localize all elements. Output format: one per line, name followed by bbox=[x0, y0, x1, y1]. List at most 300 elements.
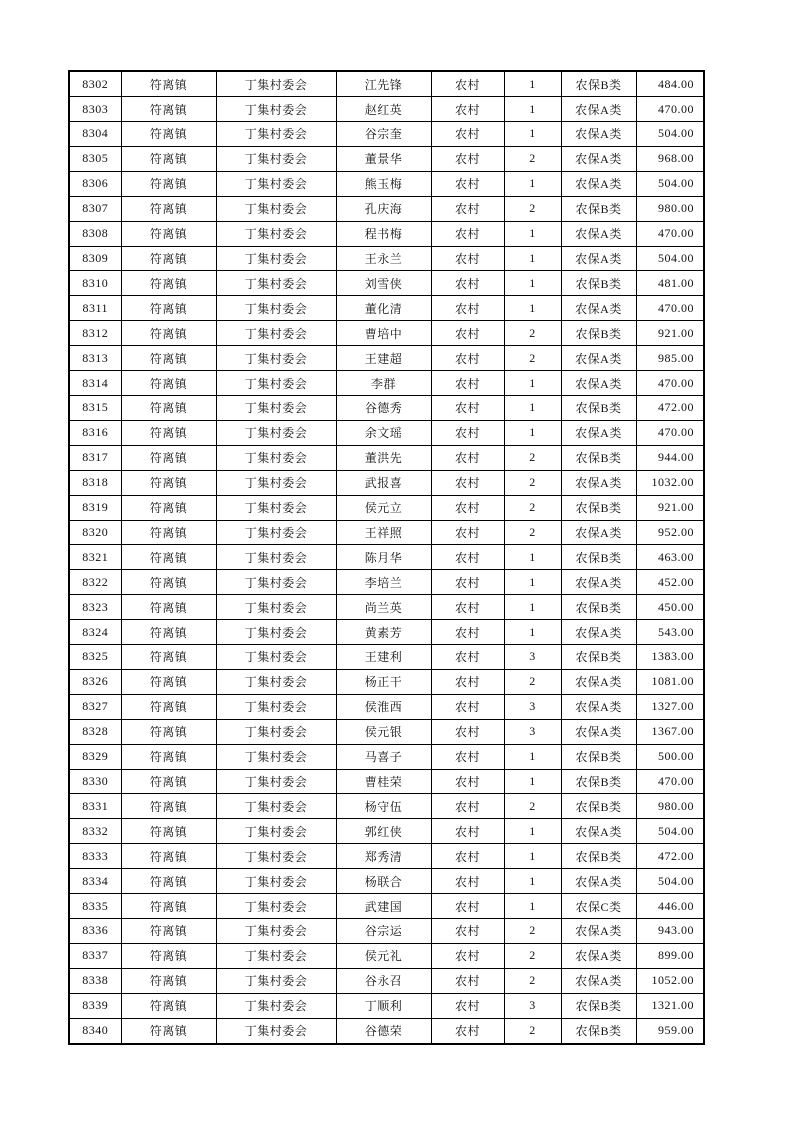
cell-residence-type: 农村 bbox=[431, 420, 504, 445]
cell-insurance-category: 农保A类 bbox=[561, 97, 636, 122]
cell-town: 符离镇 bbox=[121, 395, 216, 420]
cell-row-id: 8330 bbox=[69, 769, 121, 794]
cell-village-committee: 丁集村委会 bbox=[216, 794, 336, 819]
cell-village-committee: 丁集村委会 bbox=[216, 371, 336, 396]
cell-village-committee: 丁集村委会 bbox=[216, 869, 336, 894]
cell-person-count: 1 bbox=[504, 769, 561, 794]
cell-town: 符离镇 bbox=[121, 844, 216, 869]
cell-row-id: 8329 bbox=[69, 744, 121, 769]
cell-town: 符离镇 bbox=[121, 719, 216, 744]
cell-row-id: 8308 bbox=[69, 221, 121, 246]
cell-town: 符离镇 bbox=[121, 221, 216, 246]
table-row bbox=[69, 595, 704, 620]
cell-row-id: 8324 bbox=[69, 620, 121, 645]
cell-person-count: 1 bbox=[504, 420, 561, 445]
cell-amount: 952.00 bbox=[636, 520, 704, 545]
cell-person-count: 2 bbox=[504, 470, 561, 495]
cell-row-id: 8303 bbox=[69, 97, 121, 122]
cell-amount: 452.00 bbox=[636, 570, 704, 595]
cell-person-name: 王建利 bbox=[336, 645, 431, 670]
cell-residence-type: 农村 bbox=[431, 694, 504, 719]
cell-row-id: 8304 bbox=[69, 122, 121, 147]
cell-row-id: 8307 bbox=[69, 196, 121, 221]
cell-village-committee: 丁集村委会 bbox=[216, 968, 336, 993]
cell-person-count: 1 bbox=[504, 595, 561, 620]
cell-village-committee: 丁集村委会 bbox=[216, 595, 336, 620]
cell-row-id: 8332 bbox=[69, 819, 121, 844]
cell-row-id: 8335 bbox=[69, 894, 121, 919]
cell-amount: 1052.00 bbox=[636, 968, 704, 993]
cell-person-name: 侯元立 bbox=[336, 495, 431, 520]
cell-residence-type: 农村 bbox=[431, 769, 504, 794]
cell-insurance-category: 农保B类 bbox=[561, 744, 636, 769]
cell-village-committee: 丁集村委会 bbox=[216, 694, 336, 719]
cell-insurance-category: 农保A类 bbox=[561, 943, 636, 968]
table-row bbox=[69, 495, 704, 520]
cell-insurance-category: 农保B类 bbox=[561, 993, 636, 1018]
cell-row-id: 8315 bbox=[69, 395, 121, 420]
cell-person-name: 孔庆海 bbox=[336, 196, 431, 221]
cell-amount: 959.00 bbox=[636, 1018, 704, 1044]
cell-person-count: 1 bbox=[504, 620, 561, 645]
cell-row-id: 8333 bbox=[69, 844, 121, 869]
table-row bbox=[69, 769, 704, 794]
table-row bbox=[69, 894, 704, 919]
cell-insurance-category: 农保B类 bbox=[561, 271, 636, 296]
cell-town: 符离镇 bbox=[121, 196, 216, 221]
cell-row-id: 8331 bbox=[69, 794, 121, 819]
table-row bbox=[69, 869, 704, 894]
cell-residence-type: 农村 bbox=[431, 620, 504, 645]
cell-insurance-category: 农保B类 bbox=[561, 1018, 636, 1044]
table-row bbox=[69, 321, 704, 346]
cell-amount: 504.00 bbox=[636, 869, 704, 894]
cell-residence-type: 农村 bbox=[431, 97, 504, 122]
cell-residence-type: 农村 bbox=[431, 122, 504, 147]
cell-amount: 504.00 bbox=[636, 246, 704, 271]
cell-insurance-category: 农保B类 bbox=[561, 395, 636, 420]
cell-insurance-category: 农保A类 bbox=[561, 694, 636, 719]
cell-village-committee: 丁集村委会 bbox=[216, 819, 336, 844]
cell-town: 符离镇 bbox=[121, 869, 216, 894]
cell-village-committee: 丁集村委会 bbox=[216, 844, 336, 869]
cell-residence-type: 农村 bbox=[431, 371, 504, 396]
cell-amount: 1081.00 bbox=[636, 669, 704, 694]
cell-residence-type: 农村 bbox=[431, 470, 504, 495]
cell-amount: 985.00 bbox=[636, 346, 704, 371]
cell-village-committee: 丁集村委会 bbox=[216, 171, 336, 196]
cell-insurance-category: 农保A类 bbox=[561, 819, 636, 844]
cell-insurance-category: 农保A类 bbox=[561, 620, 636, 645]
cell-residence-type: 农村 bbox=[431, 296, 504, 321]
cell-person-count: 1 bbox=[504, 545, 561, 570]
table-row bbox=[69, 645, 704, 670]
table-row bbox=[69, 943, 704, 968]
cell-person-name: 赵红英 bbox=[336, 97, 431, 122]
cell-person-name: 武报喜 bbox=[336, 470, 431, 495]
cell-insurance-category: 农保B类 bbox=[561, 445, 636, 470]
cell-town: 符离镇 bbox=[121, 819, 216, 844]
cell-person-count: 3 bbox=[504, 719, 561, 744]
cell-insurance-category: 农保A类 bbox=[561, 246, 636, 271]
table-row bbox=[69, 570, 704, 595]
cell-person-count: 1 bbox=[504, 844, 561, 869]
cell-residence-type: 农村 bbox=[431, 894, 504, 919]
cell-village-committee: 丁集村委会 bbox=[216, 271, 336, 296]
cell-amount: 463.00 bbox=[636, 545, 704, 570]
cell-row-id: 8334 bbox=[69, 869, 121, 894]
cell-row-id: 8322 bbox=[69, 570, 121, 595]
cell-village-committee: 丁集村委会 bbox=[216, 993, 336, 1018]
cell-person-count: 2 bbox=[504, 1018, 561, 1044]
table-row bbox=[69, 122, 704, 147]
cell-village-committee: 丁集村委会 bbox=[216, 545, 336, 570]
cell-town: 符离镇 bbox=[121, 171, 216, 196]
cell-amount: 980.00 bbox=[636, 196, 704, 221]
cell-town: 符离镇 bbox=[121, 943, 216, 968]
table-row bbox=[69, 71, 704, 97]
cell-person-count: 2 bbox=[504, 669, 561, 694]
cell-amount: 500.00 bbox=[636, 744, 704, 769]
cell-amount: 504.00 bbox=[636, 122, 704, 147]
cell-residence-type: 农村 bbox=[431, 71, 504, 97]
cell-village-committee: 丁集村委会 bbox=[216, 221, 336, 246]
cell-row-id: 8305 bbox=[69, 146, 121, 171]
cell-insurance-category: 农保A类 bbox=[561, 570, 636, 595]
cell-row-id: 8325 bbox=[69, 645, 121, 670]
cell-insurance-category: 农保A类 bbox=[561, 470, 636, 495]
table-row bbox=[69, 968, 704, 993]
cell-village-committee: 丁集村委会 bbox=[216, 1018, 336, 1044]
cell-residence-type: 农村 bbox=[431, 744, 504, 769]
cell-residence-type: 农村 bbox=[431, 171, 504, 196]
cell-person-name: 谷永召 bbox=[336, 968, 431, 993]
cell-village-committee: 丁集村委会 bbox=[216, 321, 336, 346]
cell-village-committee: 丁集村委会 bbox=[216, 894, 336, 919]
cell-insurance-category: 农保A类 bbox=[561, 420, 636, 445]
cell-residence-type: 农村 bbox=[431, 844, 504, 869]
cell-town: 符离镇 bbox=[121, 694, 216, 719]
cell-row-id: 8328 bbox=[69, 719, 121, 744]
cell-row-id: 8318 bbox=[69, 470, 121, 495]
cell-insurance-category: 农保A类 bbox=[561, 346, 636, 371]
cell-residence-type: 农村 bbox=[431, 545, 504, 570]
cell-row-id: 8306 bbox=[69, 171, 121, 196]
cell-person-count: 1 bbox=[504, 246, 561, 271]
table-row bbox=[69, 470, 704, 495]
cell-amount: 470.00 bbox=[636, 221, 704, 246]
cell-person-count: 2 bbox=[504, 495, 561, 520]
cell-row-id: 8336 bbox=[69, 919, 121, 944]
cell-person-name: 曹培中 bbox=[336, 321, 431, 346]
cell-insurance-category: 农保A类 bbox=[561, 371, 636, 396]
cell-person-name: 郑秀清 bbox=[336, 844, 431, 869]
cell-amount: 1383.00 bbox=[636, 645, 704, 670]
cell-village-committee: 丁集村委会 bbox=[216, 769, 336, 794]
cell-village-committee: 丁集村委会 bbox=[216, 346, 336, 371]
table-row bbox=[69, 171, 704, 196]
cell-person-count: 1 bbox=[504, 296, 561, 321]
cell-town: 符离镇 bbox=[121, 545, 216, 570]
table-row bbox=[69, 694, 704, 719]
table-row bbox=[69, 520, 704, 545]
cell-amount: 1367.00 bbox=[636, 719, 704, 744]
table-row bbox=[69, 545, 704, 570]
cell-person-name: 侯元银 bbox=[336, 719, 431, 744]
cell-residence-type: 农村 bbox=[431, 993, 504, 1018]
cell-insurance-category: 农保B类 bbox=[561, 844, 636, 869]
cell-village-committee: 丁集村委会 bbox=[216, 146, 336, 171]
cell-person-name: 郭红侠 bbox=[336, 819, 431, 844]
cell-person-name: 王建超 bbox=[336, 346, 431, 371]
cell-amount: 1032.00 bbox=[636, 470, 704, 495]
cell-residence-type: 农村 bbox=[431, 246, 504, 271]
cell-village-committee: 丁集村委会 bbox=[216, 919, 336, 944]
cell-amount: 944.00 bbox=[636, 445, 704, 470]
cell-insurance-category: 农保A类 bbox=[561, 919, 636, 944]
cell-village-committee: 丁集村委会 bbox=[216, 570, 336, 595]
cell-residence-type: 农村 bbox=[431, 196, 504, 221]
cell-residence-type: 农村 bbox=[431, 645, 504, 670]
cell-insurance-category: 农保B类 bbox=[561, 595, 636, 620]
table-row bbox=[69, 196, 704, 221]
cell-amount: 504.00 bbox=[636, 819, 704, 844]
cell-insurance-category: 农保A类 bbox=[561, 869, 636, 894]
table-row bbox=[69, 744, 704, 769]
cell-person-count: 2 bbox=[504, 968, 561, 993]
cell-town: 符离镇 bbox=[121, 122, 216, 147]
table-row bbox=[69, 346, 704, 371]
cell-person-count: 2 bbox=[504, 445, 561, 470]
cell-person-name: 程书梅 bbox=[336, 221, 431, 246]
cell-town: 符离镇 bbox=[121, 620, 216, 645]
cell-town: 符离镇 bbox=[121, 520, 216, 545]
cell-person-name: 杨联合 bbox=[336, 869, 431, 894]
cell-row-id: 8337 bbox=[69, 943, 121, 968]
cell-person-name: 王永兰 bbox=[336, 246, 431, 271]
cell-residence-type: 农村 bbox=[431, 520, 504, 545]
cell-person-count: 2 bbox=[504, 196, 561, 221]
cell-amount: 472.00 bbox=[636, 395, 704, 420]
cell-residence-type: 农村 bbox=[431, 346, 504, 371]
cell-town: 符离镇 bbox=[121, 371, 216, 396]
table-row bbox=[69, 246, 704, 271]
cell-row-id: 8314 bbox=[69, 371, 121, 396]
cell-person-count: 1 bbox=[504, 570, 561, 595]
cell-amount: 1327.00 bbox=[636, 694, 704, 719]
cell-row-id: 8319 bbox=[69, 495, 121, 520]
cell-residence-type: 农村 bbox=[431, 968, 504, 993]
cell-village-committee: 丁集村委会 bbox=[216, 445, 336, 470]
cell-residence-type: 农村 bbox=[431, 321, 504, 346]
cell-amount: 543.00 bbox=[636, 620, 704, 645]
table-body bbox=[69, 71, 704, 1044]
cell-person-name: 尚兰英 bbox=[336, 595, 431, 620]
cell-town: 符离镇 bbox=[121, 146, 216, 171]
cell-town: 符离镇 bbox=[121, 993, 216, 1018]
cell-person-name: 董化清 bbox=[336, 296, 431, 321]
cell-village-committee: 丁集村委会 bbox=[216, 645, 336, 670]
cell-insurance-category: 农保B类 bbox=[561, 196, 636, 221]
cell-person-name: 谷德秀 bbox=[336, 395, 431, 420]
cell-amount: 470.00 bbox=[636, 97, 704, 122]
cell-insurance-category: 农保A类 bbox=[561, 146, 636, 171]
table-row bbox=[69, 669, 704, 694]
cell-town: 符离镇 bbox=[121, 968, 216, 993]
cell-residence-type: 农村 bbox=[431, 819, 504, 844]
cell-person-count: 2 bbox=[504, 520, 561, 545]
cell-person-name: 马喜子 bbox=[336, 744, 431, 769]
cell-amount: 450.00 bbox=[636, 595, 704, 620]
cell-insurance-category: 农保A类 bbox=[561, 669, 636, 694]
cell-amount: 504.00 bbox=[636, 171, 704, 196]
cell-person-name: 丁顺利 bbox=[336, 993, 431, 1018]
cell-residence-type: 农村 bbox=[431, 271, 504, 296]
cell-village-committee: 丁集村委会 bbox=[216, 943, 336, 968]
cell-amount: 943.00 bbox=[636, 919, 704, 944]
cell-town: 符离镇 bbox=[121, 271, 216, 296]
cell-person-count: 1 bbox=[504, 71, 561, 97]
cell-village-committee: 丁集村委会 bbox=[216, 669, 336, 694]
table-row bbox=[69, 271, 704, 296]
cell-insurance-category: 农保A类 bbox=[561, 296, 636, 321]
cell-town: 符离镇 bbox=[121, 445, 216, 470]
table-row bbox=[69, 993, 704, 1018]
cell-town: 符离镇 bbox=[121, 346, 216, 371]
cell-town: 符离镇 bbox=[121, 470, 216, 495]
cell-row-id: 8321 bbox=[69, 545, 121, 570]
cell-town: 符离镇 bbox=[121, 894, 216, 919]
cell-row-id: 8317 bbox=[69, 445, 121, 470]
cell-person-name: 江先锋 bbox=[336, 71, 431, 97]
cell-insurance-category: 农保A类 bbox=[561, 171, 636, 196]
cell-person-count: 1 bbox=[504, 221, 561, 246]
cell-person-name: 曹桂荣 bbox=[336, 769, 431, 794]
cell-town: 符离镇 bbox=[121, 420, 216, 445]
cell-row-id: 8316 bbox=[69, 420, 121, 445]
cell-row-id: 8326 bbox=[69, 669, 121, 694]
cell-row-id: 8323 bbox=[69, 595, 121, 620]
cell-person-name: 黄素芳 bbox=[336, 620, 431, 645]
cell-person-name: 余文瑶 bbox=[336, 420, 431, 445]
cell-row-id: 8302 bbox=[69, 71, 121, 97]
cell-person-name: 刘雪侠 bbox=[336, 271, 431, 296]
cell-person-count: 1 bbox=[504, 894, 561, 919]
cell-residence-type: 农村 bbox=[431, 1018, 504, 1044]
cell-village-committee: 丁集村委会 bbox=[216, 719, 336, 744]
cell-amount: 1321.00 bbox=[636, 993, 704, 1018]
table-row bbox=[69, 146, 704, 171]
cell-town: 符离镇 bbox=[121, 794, 216, 819]
cell-row-id: 8309 bbox=[69, 246, 121, 271]
cell-insurance-category: 农保A类 bbox=[561, 719, 636, 744]
cell-person-name: 熊玉梅 bbox=[336, 171, 431, 196]
cell-residence-type: 农村 bbox=[431, 395, 504, 420]
cell-insurance-category: 农保C类 bbox=[561, 894, 636, 919]
table-row bbox=[69, 371, 704, 396]
table-row bbox=[69, 844, 704, 869]
cell-town: 符离镇 bbox=[121, 321, 216, 346]
cell-insurance-category: 农保B类 bbox=[561, 645, 636, 670]
cell-person-count: 2 bbox=[504, 146, 561, 171]
cell-person-count: 1 bbox=[504, 97, 561, 122]
cell-insurance-category: 农保B类 bbox=[561, 321, 636, 346]
cell-insurance-category: 农保B类 bbox=[561, 545, 636, 570]
cell-person-count: 1 bbox=[504, 869, 561, 894]
cell-town: 符离镇 bbox=[121, 744, 216, 769]
cell-insurance-category: 农保B类 bbox=[561, 794, 636, 819]
cell-person-name: 侯元礼 bbox=[336, 943, 431, 968]
cell-amount: 968.00 bbox=[636, 146, 704, 171]
benefits-table bbox=[68, 70, 705, 1045]
cell-town: 符离镇 bbox=[121, 669, 216, 694]
cell-village-committee: 丁集村委会 bbox=[216, 122, 336, 147]
cell-village-committee: 丁集村委会 bbox=[216, 520, 336, 545]
cell-row-id: 8339 bbox=[69, 993, 121, 1018]
table-row bbox=[69, 420, 704, 445]
cell-row-id: 8320 bbox=[69, 520, 121, 545]
cell-town: 符离镇 bbox=[121, 595, 216, 620]
table-row bbox=[69, 97, 704, 122]
cell-village-committee: 丁集村委会 bbox=[216, 395, 336, 420]
cell-insurance-category: 农保A类 bbox=[561, 122, 636, 147]
table-row bbox=[69, 919, 704, 944]
cell-person-count: 1 bbox=[504, 271, 561, 296]
cell-insurance-category: 农保B类 bbox=[561, 71, 636, 97]
cell-amount: 446.00 bbox=[636, 894, 704, 919]
cell-residence-type: 农村 bbox=[431, 669, 504, 694]
table-row bbox=[69, 719, 704, 744]
cell-person-count: 2 bbox=[504, 919, 561, 944]
cell-person-count: 2 bbox=[504, 794, 561, 819]
cell-town: 符离镇 bbox=[121, 246, 216, 271]
cell-person-name: 杨正干 bbox=[336, 669, 431, 694]
table-row bbox=[69, 445, 704, 470]
cell-town: 符离镇 bbox=[121, 495, 216, 520]
cell-amount: 470.00 bbox=[636, 769, 704, 794]
cell-person-count: 3 bbox=[504, 993, 561, 1018]
cell-amount: 470.00 bbox=[636, 420, 704, 445]
cell-row-id: 8311 bbox=[69, 296, 121, 321]
cell-person-name: 李群 bbox=[336, 371, 431, 396]
cell-person-name: 谷宗运 bbox=[336, 919, 431, 944]
cell-row-id: 8327 bbox=[69, 694, 121, 719]
cell-person-count: 2 bbox=[504, 321, 561, 346]
cell-residence-type: 农村 bbox=[431, 719, 504, 744]
cell-town: 符离镇 bbox=[121, 645, 216, 670]
cell-amount: 481.00 bbox=[636, 271, 704, 296]
cell-village-committee: 丁集村委会 bbox=[216, 97, 336, 122]
cell-village-committee: 丁集村委会 bbox=[216, 71, 336, 97]
cell-person-count: 3 bbox=[504, 694, 561, 719]
cell-village-committee: 丁集村委会 bbox=[216, 196, 336, 221]
cell-village-committee: 丁集村委会 bbox=[216, 296, 336, 321]
cell-residence-type: 农村 bbox=[431, 943, 504, 968]
cell-town: 符离镇 bbox=[121, 71, 216, 97]
cell-residence-type: 农村 bbox=[431, 445, 504, 470]
cell-village-committee: 丁集村委会 bbox=[216, 246, 336, 271]
table-row bbox=[69, 794, 704, 819]
cell-residence-type: 农村 bbox=[431, 495, 504, 520]
cell-town: 符离镇 bbox=[121, 296, 216, 321]
cell-person-name: 董洪先 bbox=[336, 445, 431, 470]
cell-person-count: 1 bbox=[504, 744, 561, 769]
table-row bbox=[69, 296, 704, 321]
table-row bbox=[69, 819, 704, 844]
cell-village-committee: 丁集村委会 bbox=[216, 420, 336, 445]
cell-village-committee: 丁集村委会 bbox=[216, 470, 336, 495]
cell-person-name: 董景华 bbox=[336, 146, 431, 171]
